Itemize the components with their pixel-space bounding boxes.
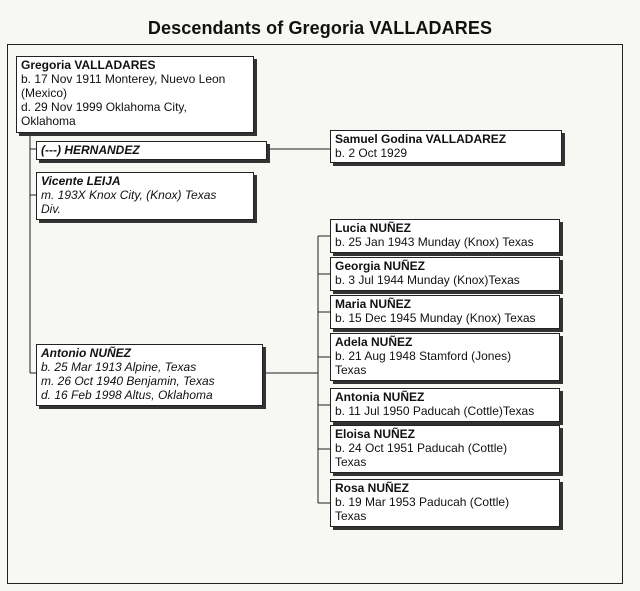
child-detail: b. 21 Aug 1948 Stamford (Jones): [335, 349, 512, 363]
child-name: Georgia NUÑEZ: [335, 259, 426, 273]
child-box-adela: [330, 333, 560, 381]
child-detail: b. 19 Mar 1953 Paducah (Cottle): [335, 495, 510, 509]
child-box-eloisa: [330, 425, 560, 473]
person-detail: Oklahoma: [21, 114, 76, 128]
child-detail: b. 15 Dec 1945 Munday (Knox) Texas: [335, 311, 536, 325]
child-detail: b. 25 Jan 1943 Munday (Knox) Texas: [335, 235, 534, 249]
spouse-detail: m. 26 Oct 1940 Benjamin, Texas: [41, 374, 215, 388]
spouse-detail: d. 16 Feb 1998 Altus, Oklahoma: [41, 388, 213, 402]
spouse-detail: b. 25 Mar 1913 Alpine, Texas: [41, 360, 197, 374]
spouse-detail: Div.: [41, 202, 61, 216]
child-box-antonia: [330, 388, 560, 422]
person-box-root: [16, 56, 254, 133]
child-name: Maria NUÑEZ: [335, 297, 412, 311]
spouse-box-hernandez: [36, 141, 267, 160]
person-detail: b. 17 Nov 1911 Monterey, Nuevo Leon: [21, 72, 226, 86]
child-detail: b. 11 Jul 1950 Paducah (Cottle)Texas: [335, 404, 535, 418]
child-detail: b. 2 Oct 1929: [335, 146, 408, 160]
child-box-georgia: [330, 257, 560, 291]
child-box-samuel: [330, 130, 562, 163]
spouse-box-nunez: [36, 344, 263, 406]
child-name: Rosa NUÑEZ: [335, 481, 410, 495]
child-box-rosa: [330, 479, 560, 527]
child-name: Eloisa NUÑEZ: [335, 427, 416, 441]
child-detail: Texas: [335, 509, 367, 523]
spouse-name: (---) HERNANDEZ: [41, 143, 140, 157]
child-name: Antonia NUÑEZ: [335, 390, 425, 404]
spouse-detail: m. 193X Knox City, (Knox) Texas: [41, 188, 217, 202]
child-detail: b. 24 Oct 1951 Paducah (Cottle): [335, 441, 508, 455]
spouse-name: Vicente LEIJA: [41, 174, 121, 188]
person-detail: d. 29 Nov 1999 Oklahoma City,: [21, 100, 187, 114]
spouse-box-leija: [36, 172, 254, 220]
person-name: Gregoria VALLADARES: [21, 58, 156, 72]
child-name: Lucia NUÑEZ: [335, 221, 412, 235]
child-detail: Texas: [335, 363, 367, 377]
spouse-name: Antonio NUÑEZ: [41, 346, 131, 360]
child-box-maria: [330, 295, 560, 329]
chart-title: Descendants of Gregoria VALLADARES: [147, 18, 493, 38]
person-detail: (Mexico): [21, 86, 68, 100]
child-name: Samuel Godina VALLADAREZ: [335, 132, 507, 146]
child-box-lucia: [330, 219, 560, 253]
child-detail: Texas: [335, 455, 367, 469]
child-detail: b. 3 Jul 1944 Munday (Knox)Texas: [335, 273, 520, 287]
child-name: Adela NUÑEZ: [335, 335, 413, 349]
